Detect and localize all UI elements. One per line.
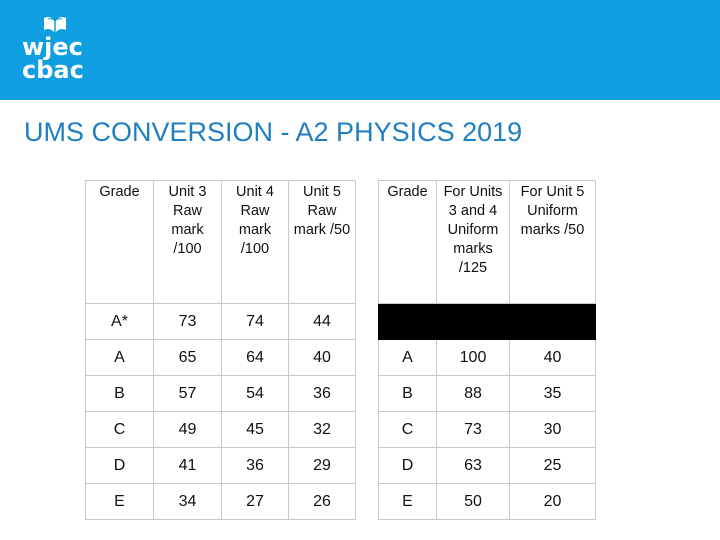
table-cell: 36 xyxy=(222,448,289,484)
table-cell: 36 xyxy=(289,376,356,412)
table-cell: 54 xyxy=(222,376,289,412)
header-cell: Unit 5 Raw mark /50 xyxy=(289,181,356,304)
table-cell: D xyxy=(379,448,437,484)
table-row xyxy=(379,376,596,412)
table-cell: 64 xyxy=(222,340,289,376)
header-cell: For Units 3 and 4 Uniform marks /125 xyxy=(437,181,510,304)
table-row xyxy=(86,484,356,520)
table-cell: 41 xyxy=(154,448,222,484)
table-row xyxy=(86,376,356,412)
header-cell: Unit 4 Raw mark /100 xyxy=(222,181,289,304)
table-cell: 25 xyxy=(510,448,596,484)
table-cell: 45 xyxy=(222,412,289,448)
blacked-out-row xyxy=(379,304,596,340)
table-cell: 20 xyxy=(510,484,596,520)
header-banner xyxy=(0,0,720,100)
blacked-out-cell xyxy=(379,304,437,340)
table-cell: 32 xyxy=(289,412,356,448)
table-header-row xyxy=(379,181,596,304)
table-cell: 73 xyxy=(437,412,510,448)
logo-text-wjec: wjec xyxy=(22,33,83,61)
table-row xyxy=(379,448,596,484)
table-cell: 88 xyxy=(437,376,510,412)
table-cell: 44 xyxy=(289,304,356,340)
table-cell: 34 xyxy=(154,484,222,520)
table-cell: 29 xyxy=(289,448,356,484)
table-cell: 40 xyxy=(510,340,596,376)
table-cell: C xyxy=(86,412,154,448)
table-cell: 40 xyxy=(289,340,356,376)
table-cell: 57 xyxy=(154,376,222,412)
table-row xyxy=(86,448,356,484)
table-cell: 65 xyxy=(154,340,222,376)
wjec-cbac-logo xyxy=(20,12,90,92)
header-cell: Unit 3 Raw mark /100 xyxy=(154,181,222,304)
table-cell: D xyxy=(86,448,154,484)
table-cell: 26 xyxy=(289,484,356,520)
table-cell: 30 xyxy=(510,412,596,448)
table-cell: A xyxy=(86,340,154,376)
table-cell: A xyxy=(379,340,437,376)
header-cell: For Unit 5 Uniform marks /50 xyxy=(510,181,596,304)
table-cell: B xyxy=(379,376,437,412)
table-cell: B xyxy=(86,376,154,412)
table-cell: 35 xyxy=(510,376,596,412)
raw-marks-table xyxy=(85,180,356,520)
table-cell: 50 xyxy=(437,484,510,520)
logo-text-cbac: cbac xyxy=(22,56,84,84)
table-cell: E xyxy=(86,484,154,520)
table-cell: 74 xyxy=(222,304,289,340)
table-row xyxy=(86,412,356,448)
header-cell: Grade xyxy=(379,181,437,304)
table-header-row xyxy=(86,181,356,304)
table-cell: 27 xyxy=(222,484,289,520)
table-row xyxy=(86,304,356,340)
blacked-out-cell xyxy=(510,304,596,340)
table-cell: E xyxy=(379,484,437,520)
table-row xyxy=(379,412,596,448)
table-cell: 73 xyxy=(154,304,222,340)
table-cell: C xyxy=(379,412,437,448)
blacked-out-cell xyxy=(437,304,510,340)
table-cell: 49 xyxy=(154,412,222,448)
table-row xyxy=(379,340,596,376)
table-cell: 100 xyxy=(437,340,510,376)
header-cell: Grade xyxy=(86,181,154,304)
table-cell: 63 xyxy=(437,448,510,484)
uniform-marks-table xyxy=(378,180,596,520)
table-row xyxy=(86,340,356,376)
table-row xyxy=(379,484,596,520)
table-cell: A* xyxy=(86,304,154,340)
page-title: UMS CONVERSION - A2 PHYSICS 2019 xyxy=(24,117,523,147)
